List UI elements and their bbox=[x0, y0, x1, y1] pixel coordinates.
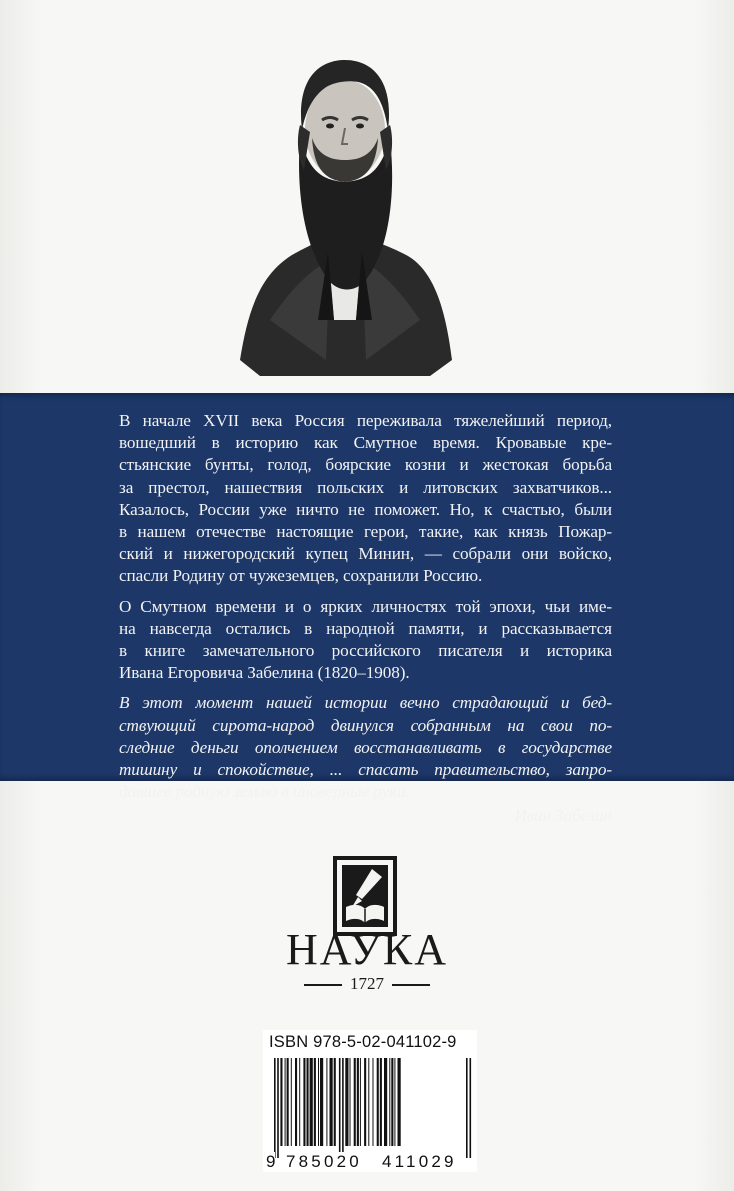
quote-line: В этот момент нашей истории вечно страдающий и бед- bbox=[119, 693, 612, 713]
author-quote bbox=[119, 692, 612, 803]
barcode-bar bbox=[354, 1058, 356, 1146]
barcode-bar bbox=[287, 1058, 289, 1146]
barcode-bar bbox=[350, 1058, 351, 1146]
barcode-bar bbox=[470, 1058, 472, 1158]
barcode-bar bbox=[373, 1058, 374, 1146]
barcode-bar bbox=[394, 1058, 395, 1146]
text-line: в нашем отечестве настоящие герои, такие, как князь Пожар- bbox=[119, 522, 612, 542]
text-line: Ивана Егоровича Забелина (1820–1908). bbox=[119, 663, 410, 683]
barcode-bar bbox=[280, 1058, 282, 1146]
barcode-bar bbox=[318, 1058, 319, 1146]
barcode-bar bbox=[299, 1058, 300, 1146]
barcode-bar bbox=[364, 1058, 366, 1146]
text-line: ский и нижегородский купец Минин, — собрали они войско, bbox=[119, 544, 612, 564]
author-portrait bbox=[230, 20, 460, 385]
barcode-bar bbox=[295, 1058, 297, 1146]
barcode-bar bbox=[310, 1058, 313, 1146]
barcode-bar bbox=[277, 1058, 279, 1158]
quote-attribution: Иван Забелин bbox=[514, 806, 612, 826]
text-line: стьянские бунты, голод, боярские козни и жестокая борьба bbox=[119, 455, 612, 475]
barcode-bar bbox=[398, 1058, 401, 1146]
barcode-bar bbox=[274, 1058, 276, 1158]
text-line: В начале XVII века Россия переживала тяжелейший период, bbox=[119, 411, 612, 430]
text-line: спасли Родину от чужеземцев, сохранили Россию. bbox=[119, 566, 483, 586]
barcode-digits bbox=[262, 1152, 476, 1176]
barcode-digit-first: 9 bbox=[266, 1152, 276, 1171]
text-line: в книге замечательного российского писателя и историка bbox=[119, 641, 612, 661]
barcode-bar bbox=[357, 1058, 359, 1146]
barcode-bar bbox=[339, 1058, 341, 1158]
barcode-bar bbox=[368, 1058, 369, 1146]
barcode-bar bbox=[360, 1058, 361, 1146]
text-line: на навсегда остались в народной памяти, и рассказывается bbox=[119, 618, 612, 638]
quote-line: давшее родную землю в иноверные руки. bbox=[119, 782, 410, 802]
year-text: 1727 bbox=[350, 974, 384, 993]
quote-line: ствующий сирота-народ двинулся собранным на свои по- bbox=[119, 715, 612, 735]
barcode-bar bbox=[334, 1058, 336, 1146]
barcode-bar bbox=[389, 1058, 390, 1146]
description-paragraph-1 bbox=[119, 410, 612, 588]
barcode-digits-left: 785020 bbox=[286, 1152, 362, 1171]
barcode-bar bbox=[285, 1058, 286, 1146]
barcode-icon bbox=[268, 1058, 474, 1158]
barcode-bar bbox=[342, 1058, 344, 1158]
barcode-bar bbox=[330, 1058, 333, 1146]
barcode-bar bbox=[326, 1058, 327, 1146]
text-line: за престол, нашествия польских и литовских захватчиков... bbox=[119, 477, 612, 497]
barcode-bar bbox=[307, 1058, 309, 1146]
barcode-bar bbox=[303, 1058, 305, 1146]
barcode-bar bbox=[314, 1058, 316, 1146]
barcode-bar bbox=[391, 1058, 393, 1146]
publisher-name: НАУКА bbox=[286, 925, 448, 974]
divider bbox=[304, 984, 342, 985]
text-line: О Смутном времени и о ярких личностях той эпохи, чьи име- bbox=[119, 596, 612, 616]
text-line: Казалось, России уже ничто не поможет. Но, к счастью, были bbox=[119, 499, 612, 519]
barcode-digits-right: 411029 bbox=[382, 1152, 457, 1171]
text-line: вошедший в историю как Смутное время. Кровавые кре- bbox=[119, 433, 612, 453]
barcode-bar bbox=[384, 1058, 387, 1146]
barcode-bar bbox=[377, 1058, 379, 1146]
publisher-year bbox=[0, 974, 734, 994]
book-description bbox=[119, 410, 612, 828]
barcode-bar bbox=[466, 1058, 468, 1158]
description-paragraph-2 bbox=[119, 596, 612, 685]
quote-line: следние деньги ополчением восстанавливать в государстве bbox=[119, 737, 612, 757]
barcode-bar bbox=[345, 1058, 348, 1146]
barcode-bar bbox=[320, 1058, 323, 1146]
barcode-bar bbox=[380, 1058, 382, 1146]
quote-line: тишину и спокойствие, ... спасать правительство, запро- bbox=[119, 760, 612, 780]
isbn-label: ISBN 978-5-02-041102-9 bbox=[269, 1033, 457, 1051]
divider bbox=[392, 984, 430, 985]
barcode-bar bbox=[291, 1058, 292, 1146]
